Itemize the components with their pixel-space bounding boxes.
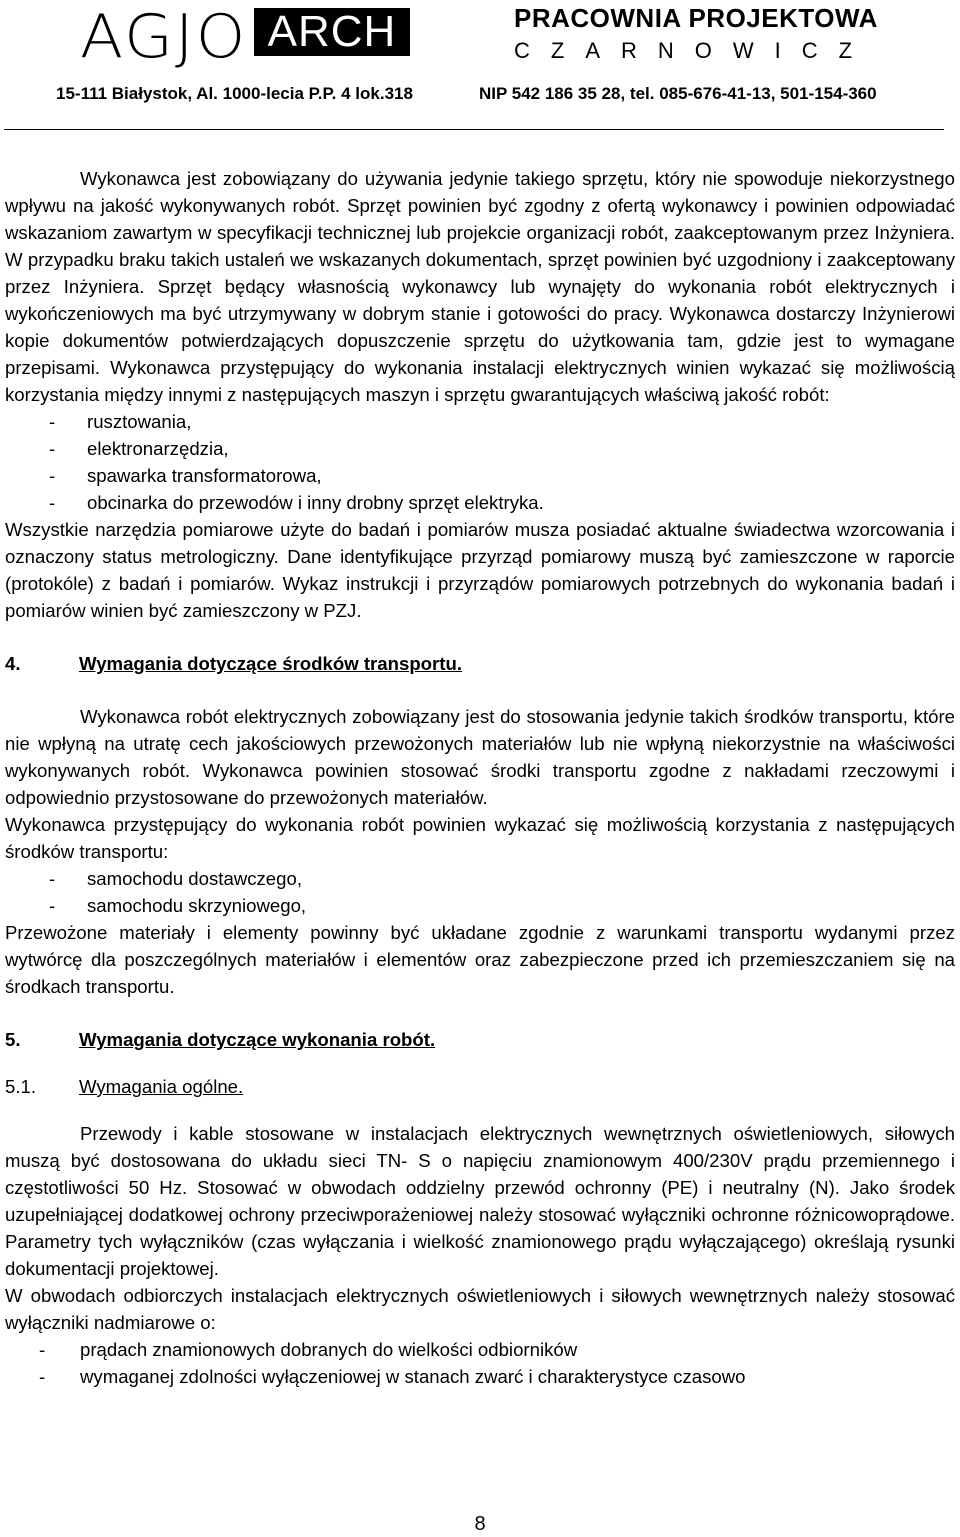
list-item: - spawarka transformatorowa,	[49, 465, 322, 486]
list-item: - samochodu skrzyniowego,	[49, 895, 307, 916]
document-body	[5, 165, 955, 1390]
letterhead	[0, 0, 960, 135]
section-5-heading: 5. Wymagania dotyczące wykonania robót.	[5, 1029, 436, 1050]
list-item: - wymaganej zdolności wyłączeniowej w stanach zwarć i charakterystyce czasowo	[39, 1366, 746, 1387]
list-item: - prądach znamionowych dobranych do wielkości odbiorników	[39, 1339, 578, 1360]
section-5-1-heading: 5.1. Wymagania ogólne.	[5, 1076, 244, 1097]
firm-address: 15-111 Białystok, Al. 1000-lecia P.P. 4 lok.318	[56, 84, 413, 103]
list-item: - elektronarzędzia,	[49, 438, 229, 459]
logo-arch-box: ARCH	[254, 8, 410, 56]
breakers-list	[5, 1336, 955, 1390]
firm-contact: NIP 542 186 35 28, tel. 085-676-41-13, 501-154-360	[479, 84, 877, 103]
logo-agjo-wordmark: AGJO	[80, 2, 248, 72]
general-requirements-paragraph-2: W obwodach odbiorczych instalacjach elektrycznych oświetleniowych i siłowych wewnętrznych należy stosować wyłączniki nadmiarowe o:	[5, 1285, 955, 1333]
section-4-heading: 4. Wymagania dotyczące środków transportu.	[5, 653, 462, 674]
list-item: - rusztowania,	[49, 411, 192, 432]
header-divider	[4, 129, 944, 130]
tools-list	[5, 408, 955, 516]
transport-paragraph-3: Przewożone materiały i elementy powinny być układane zgodnie z warunkami transportu wydanymi przez wytwórcę dla poszczególnych materiałów i elementów oraz zabezpieczone przed ich przemieszczaniem się na środkach transportu.	[5, 922, 955, 997]
general-requirements-paragraph-1: Przewody i kable stosowane w instalacjach elektrycznych wewnętrznych oświetleniowych, siłowych muszą być dostosowana do układu sieci TN- S o napięciu znamionowym 400/230V prądu przemiennego i częstotliwości 50 Hz. Stosować w obwodach oddzielny przewód ochronny (PE) i neutralny (N). Jako środek uzupełniającej dodatkowej ochrony przeciwporażeniowej należy stosować wyłączniki ochronne różnicowoprądowe. Parametry tych wyłączników (czas wyłączania i wielkość znamionowego prądu wyłączającego) określają rysunki dokumentacji projektowej.	[5, 1123, 955, 1279]
transport-paragraph-2: Wykonawca przystępujący do wykonania robót powinien wykazać się możliwością korzystania z następujących środków transportu:	[5, 814, 955, 862]
list-item: - samochodu dostawczego,	[49, 868, 302, 889]
firm-name: PRACOWNIA PROJEKTOWA	[514, 3, 878, 33]
equipment-paragraph: Wykonawca jest zobowiązany do używania jedynie takiego sprzętu, który nie spowoduje niekorzystnego wpływu na jakość wykonywanych robót. Sprzęt powinien być zgodny z ofertą wykonawcy i powinien odpowiadać wskazaniom zawartym w specyfikacji technicznej lub projekcie organizacji robót, zaakceptowanym przez Inżyniera. W przypadku braku takich ustaleń we wskazanych dokumentach, sprzęt powinien być uzgodniony i zaakceptowany przez Inżyniera. Sprzęt będący własnością wykonawcy lub wynajęty do wykonania robót elektrycznych i wykończeniowych ma być utrzymywany w dobrym stanie i gotowości do pracy. Wykonawca dostarczy Inżynierowi kopie dokumentów potwierdzających dopuszczenie sprzętu do użytkowania tam, gdzie jest to wymagane przepisami. Wykonawca przystępujący do wykonania instalacji elektrycznych winien wykazać się możliwością korzystania między innymi z następujących maszyn i sprzętu gwarantujących właściwą jakość robót:	[5, 168, 955, 405]
firm-surname: CZARNOWICZ	[514, 38, 874, 63]
vehicles-list	[5, 865, 955, 919]
list-item: - obcinarka do przewodów i inny drobny sprzęt elektryka.	[49, 492, 544, 513]
measurement-tools-paragraph: Wszystkie narzędzia pomiarowe użyte do badań i pomiarów musza posiadać aktualne świadectwa wzorcowania i oznaczony status metrologiczny. Dane identyfikujące przyrząd pomiarowy muszą być zamieszczone w raporcie (protokóle) z badań i pomiarów. Wykaz instrukcji i przyrządów pomiarowych potrzebnych do wykonania badań i pomiarów winien być zamieszczony w PZJ.	[5, 519, 955, 621]
transport-paragraph-1: Wykonawca robót elektrycznych zobowiązany jest do stosowania jedynie takich środków transportu, które nie wpłyną na utratę cech jakościowych przewożonych materiałów lub nie wpłyną niekorzystnie na właściwości wykonywanych robót. Wykonawca powinien stosować środki transportu zgodne z nakładami rzeczowymi i odpowiednio przystosowane do przewożonych materiałów.	[5, 706, 955, 808]
page-number: 8	[474, 1513, 486, 1535]
